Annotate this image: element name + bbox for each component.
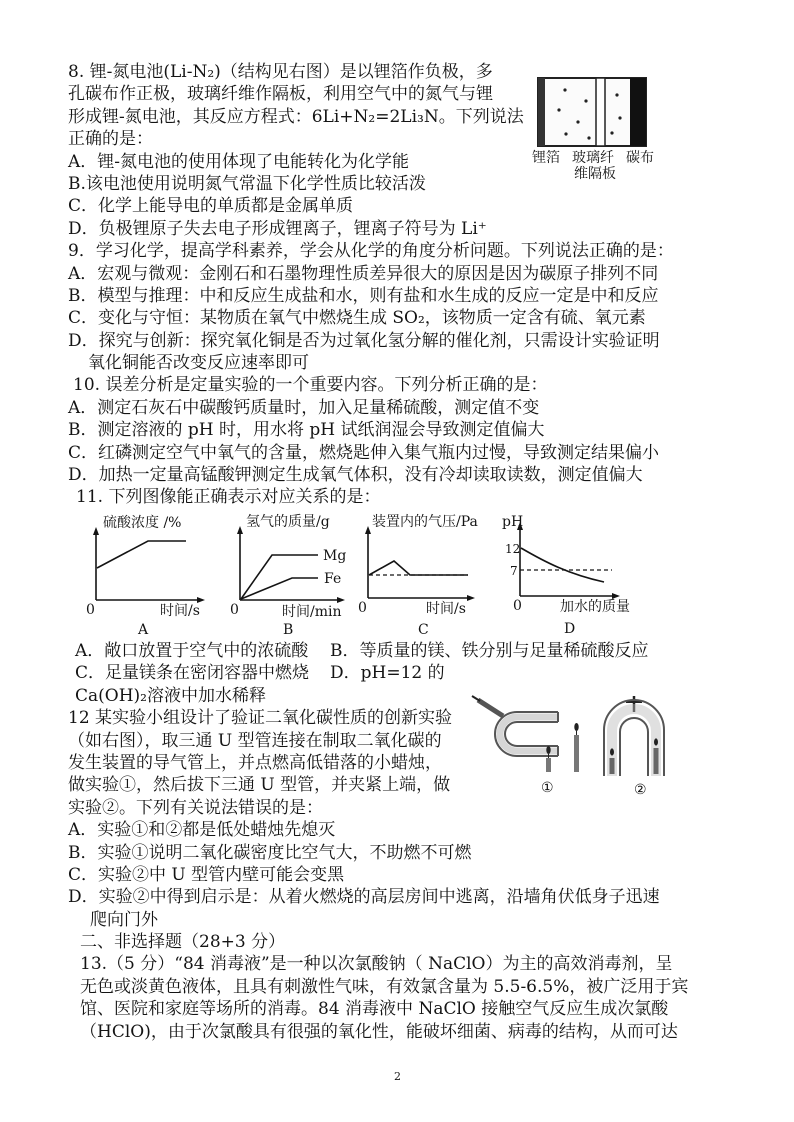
- q11-option-a: A．敞口放置于空气中的浓硫酸: [75, 641, 309, 661]
- graph-a: [93, 527, 205, 603]
- q12-apparatus-figure: [465, 690, 670, 802]
- graph-d-letter: D: [564, 621, 576, 637]
- q13-line: 馆、医院和家庭等场所的消毒。84 消毒液中 NaClO 接触空气反应生成次氯酸: [80, 999, 669, 1020]
- dot: [587, 136, 590, 139]
- candle-right: [654, 748, 659, 774]
- q12-option-d-continuation: 爬向门外: [90, 909, 158, 930]
- graph-c-origin: 0: [358, 600, 367, 616]
- q11-graphs: [60, 505, 660, 640]
- label-carbon-cloth: 碳布: [626, 150, 654, 166]
- graph-b: [237, 526, 345, 603]
- q12-stem-line: 做实验①，然后拔下三通 U 型管，并夹紧上端，做: [68, 775, 451, 796]
- q13-line: 13.（5 分）“84 消毒液”是一种以次氯酸钠（ NaClO）为主的高效消毒剂，呈: [80, 954, 673, 975]
- q9-option-d: D．探究与创新：探究氧化铜是否为过氧化氢分解的催化剂，只需设计实验证明: [68, 330, 660, 351]
- graph-b-fe-label: Fe: [324, 571, 342, 587]
- q9-option-b: B．模型与推理：中和反应生成盐和水，则有盐和水生成的反应一定是中和反应: [68, 285, 659, 306]
- q11-option-c: C．足量镁条在密闭容器中燃烧: [75, 663, 310, 684]
- graph-a-line: [97, 541, 186, 568]
- dot: [564, 132, 567, 135]
- graph-b-fe-line: [241, 578, 318, 599]
- label-separator-2: 维隔板: [574, 166, 616, 182]
- q12-option-c: C．实验②中 U 型管内壁可能会变黑: [68, 864, 345, 885]
- q11-options-row-1: [68, 640, 688, 662]
- graph-c-xlabel: 时间/s: [426, 601, 466, 617]
- q8-stem-line: 8. 锂-氮电池(Li-N₂)（结构见右图）是以锂箔作负极，多: [68, 62, 493, 82]
- candle-low: [546, 758, 551, 772]
- candle-left: [610, 758, 615, 774]
- q8-option-b: B.该电池使用说明氮气常温下化学性质比较活泼: [68, 173, 426, 194]
- graph-b-letter: B: [283, 622, 294, 638]
- q12-stem-line: 发生装置的导气管上，并点燃高低错落的小蜡烛，: [68, 752, 442, 773]
- q12-option-d: D．实验②中得到启示是：从着火燃烧的高层房间中逃离，沿墙角伏低身子迅速: [68, 887, 660, 908]
- graph-c-y-arrow: [365, 526, 371, 534]
- dot: [610, 131, 613, 134]
- q12-option-a: A．实验①和②都是低处蜡烛先熄灭: [68, 820, 336, 841]
- graph-a-xlabel: 时间/s: [160, 603, 200, 619]
- q10-stem: 10. 误差分析是定量实验的一个重要内容。下列分析正确的是：: [73, 375, 548, 396]
- q11-option-b: B．等质量的镁、铁分别与足量稀硫酸反应: [330, 641, 649, 661]
- graph-d: [517, 522, 620, 599]
- q8-stem-line: 正确的是：: [68, 129, 153, 150]
- q11-option-d: D．pH=12 的: [330, 663, 445, 684]
- q10-option-d: D．加热一定量高锰酸钾测定生成氧气体积，没有冷却读取读数，测定值偏大: [68, 465, 643, 486]
- q10-option-c: C．红磷测定空气中氧气的含量，燃烧匙伸入集气瓶内过慢，导致测定结果偏小: [68, 442, 660, 463]
- q9-option-d-continuation: 氧化铜能否改变反应速率即可: [88, 353, 309, 374]
- dot: [615, 93, 618, 96]
- candle-high: [574, 735, 579, 772]
- graph-d-origin: 0: [513, 598, 522, 614]
- graph-d-curve: [521, 548, 604, 582]
- graph-a-origin: 0: [86, 602, 95, 618]
- q12-option-b: B．实验①说明二氧化碳密度比空气大，不助燃不可燃: [68, 842, 472, 863]
- lithium-foil: [538, 78, 545, 146]
- delivery-tube-tip: [472, 696, 480, 701]
- graph-a-ylabel: 硫酸浓度 /%: [103, 515, 182, 531]
- q8-option-a: A．锂-氮电池的使用体现了电能转化为化学能: [68, 151, 410, 172]
- carbon-cloth: [630, 78, 646, 146]
- graph-d-xlabel: 加水的质量: [560, 599, 630, 615]
- q8-battery-figure: [532, 74, 652, 152]
- battery-case: [538, 78, 646, 146]
- q13-line: 无色或淡黄色液体，且具有刺激性气味，有效氯含量为 5.5-6.5%，被广泛用于宾: [80, 976, 689, 997]
- experiment-2-label: ②: [634, 782, 647, 798]
- graph-b-y-arrow: [237, 526, 243, 534]
- q9-option-c: C．变化与守恒：某物质在氧气中燃烧生成 SO₂，该物质一定含有硫、氧元素: [68, 308, 646, 329]
- dot: [563, 88, 566, 91]
- q10-option-b: B．测定溶液的 pH 时，用水将 pH 试纸润湿会导致测定值偏大: [68, 420, 545, 441]
- graph-b-origin: 0: [230, 602, 239, 618]
- graph-d-ylabel: pH: [502, 514, 524, 530]
- graph-c-line: [369, 561, 468, 575]
- label-separator-1: 玻璃纤: [572, 150, 614, 166]
- page-number: 2: [394, 1070, 401, 1083]
- q11-stem: 11. 下列图像能正确表示对应关系的是：: [76, 487, 381, 508]
- dot: [618, 116, 621, 119]
- experiment-1-label: ①: [541, 780, 554, 796]
- q8-stem-line: 形成锂-氮电池，其反应方程式：6Li+N₂=2Li₃N。下列说法: [68, 106, 524, 127]
- graph-c: [365, 526, 475, 601]
- graph-b-xlabel: 时间/min: [282, 604, 342, 620]
- q9-option-a: A．宏观与微观：金刚石和石墨物理性质差异很大的原因是因为碳原子排列不同: [68, 263, 659, 284]
- q13-line: （HClO)，由于次氯酸具有很强的氧化性，能破坏细菌、病毒的结构，从而可达: [80, 1021, 678, 1042]
- inverted-u-inner: [620, 718, 648, 776]
- graph-c-x-arrow: [467, 595, 475, 601]
- q9-stem: 9．学习化学，提高学科素养，学会从化学的角度分析问题。下列说法正确的是：: [68, 241, 674, 262]
- q11-options-row-2: [68, 662, 688, 684]
- inverted-u-glass: [612, 709, 656, 776]
- dot: [557, 108, 560, 111]
- dot: [576, 120, 579, 123]
- q8-option-d: D．负极锂原子失去电子形成锂离子，锂离子符号为 Li⁺: [68, 218, 487, 239]
- graph-c-ylabel: 装置内的气压/Pa: [372, 514, 478, 530]
- candle-high-flame: [574, 723, 578, 731]
- q10-option-a: A．测定石灰石中碳酸钙质量时，加入足量稀硫酸，测定值不变: [68, 397, 540, 418]
- experiment-1: [472, 696, 558, 756]
- graph-c-letter: C: [418, 622, 429, 638]
- graph-a-y-arrow: [93, 527, 99, 535]
- glass-fiber-separator: [596, 78, 605, 146]
- q11-option-d-continuation: Ca(OH)₂溶液中加水稀释: [75, 685, 266, 706]
- candle-left-flame: [610, 748, 614, 755]
- graph-b-ylabel: 氢气的质量/g: [246, 514, 330, 530]
- graph-d-ytick-12: 12: [505, 542, 521, 556]
- graph-b-mg-line: [241, 555, 318, 599]
- graph-b-mg-label: Mg: [323, 548, 347, 564]
- q8-option-c: C．化学上能导电的单质都是金属单质: [68, 196, 354, 217]
- candle-right-flame: [654, 738, 658, 745]
- q8-stem-line: 孔碳布作正极，玻璃纤维作隔板，利用空气中的氮气与锂: [68, 84, 493, 105]
- label-lithium-foil: 锂箔: [532, 150, 560, 166]
- graph-d-ytick-7: 7: [510, 564, 518, 578]
- graph-a-letter: A: [138, 622, 149, 638]
- delivery-tube: [478, 700, 503, 716]
- q12-stem-line: 12 某实验小组设计了验证二氧化碳性质的创新实验: [68, 708, 453, 729]
- q12-stem-line: （如右图），取三通 U 型管连接在制取二氧化碳的: [68, 730, 442, 751]
- q12-stem-line: 实验②。下列有关说法错误的是：: [68, 797, 323, 818]
- dot: [584, 99, 587, 102]
- section-title: 二、非选择题（28+3 分）: [80, 932, 286, 953]
- u-tube-inner: [505, 722, 558, 746]
- candle-low-flame: [546, 746, 550, 754]
- graph-b-x-arrow: [337, 597, 345, 603]
